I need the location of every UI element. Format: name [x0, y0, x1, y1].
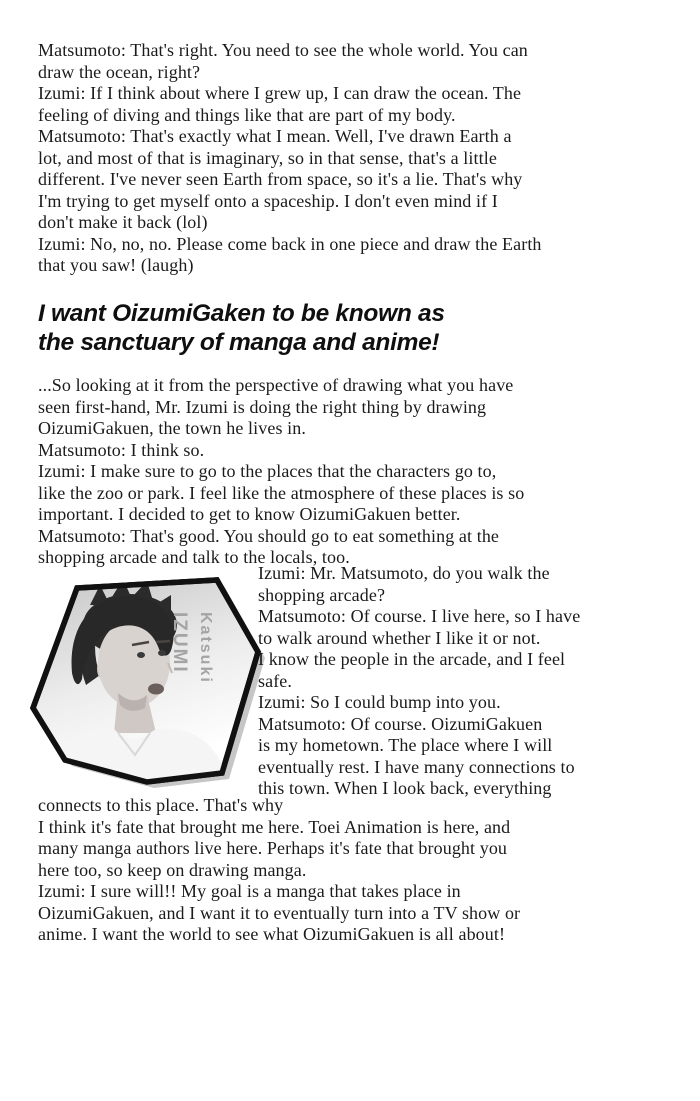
text-line: connects to this place. That's why [38, 795, 284, 815]
dialogue-block-4 [38, 795, 520, 946]
text-line: Matsumoto: That's exactly what I mean. Well, I've drawn Earth a [38, 126, 512, 146]
portrait-photo [22, 563, 274, 803]
text-line: Izumi: So I could bump into you. [258, 692, 501, 712]
text-line: safe. [258, 670, 292, 691]
text-line: important. I decided to get to know OizumiGakuen better. [38, 504, 461, 524]
text-line: Matsumoto: That's good. You should go to eat something at the [38, 525, 500, 546]
text-line: Izumi: I make sure to go to the places that the characters go to, [38, 461, 497, 481]
text-line: lot, and most of that is imaginary, so in that sense, that's a little [38, 147, 497, 168]
text-line: OizumiGakuen, and I want it to eventually turn into a TV show or [38, 902, 521, 923]
text-line: shopping arcade? [258, 584, 386, 605]
text-line: ...So looking at it from the perspective of drawing what you have [38, 375, 514, 395]
text-line: I think it's fate that brought me here. Toei Animation is here, and [38, 816, 511, 837]
text-line: Matsumoto: Of course. I live here, so I have [258, 606, 581, 626]
text-line: Izumi: If I think about where I grew up, I can draw the ocean. The [38, 83, 522, 103]
text-line: draw the ocean, right? [38, 61, 201, 82]
text-line: many manga authors live here. Perhaps it's fate that brought you [38, 838, 508, 858]
text-line: Matsumoto: Of course. OizumiGakuen [258, 713, 543, 734]
text-line: I want OizumiGaken to be known as [38, 300, 445, 327]
text-line: Izumi: I sure will!! My goal is a manga that takes place in [38, 881, 461, 901]
section-heading [38, 299, 445, 357]
text-line: Izumi: Mr. Matsumoto, do you walk the [258, 563, 550, 583]
text-line: don't make it back (lol) [38, 212, 208, 232]
text-line: is my hometown. The place where I will [258, 735, 553, 755]
caption-first-name: Katsuki [197, 612, 214, 684]
photo-caption [166, 612, 217, 684]
dialogue-block-1 [38, 40, 542, 277]
text-line: eventually rest. I have many connections to [258, 756, 575, 777]
text-line: Matsumoto: That's right. You need to see the whole world. You can [38, 40, 528, 60]
text-line: I know the people in the arcade, and I feel [258, 649, 566, 669]
text-line: I'm trying to get myself onto a spaceship. I don't even mind if I [38, 190, 498, 211]
text-line: OizumiGakuen, the town he lives in. [38, 418, 306, 438]
text-line: anime. I want the world to see what OizumiGakuen is all about! [38, 924, 506, 944]
text-line: Izumi: No, no, no. Please come back in one piece and draw the Earth [38, 233, 542, 254]
text-line: here too, so keep on drawing manga. [38, 859, 307, 880]
text-line: different. I've never seen Earth from space, so it's a lie. That's why [38, 169, 523, 189]
text-line: shopping arcade and talk to the locals, too. [38, 547, 350, 567]
caption-last-name: IZUMI [169, 612, 190, 674]
text-line: Matsumoto: I think so. [38, 439, 205, 460]
text-line: like the zoo or park. I feel like the atmosphere of these places is so [38, 482, 525, 503]
text-line: this town. When I look back, everything [258, 778, 552, 798]
dialogue-block-3 [258, 563, 580, 800]
text-line: the sanctuary of manga and anime! [38, 329, 440, 356]
text-line: seen first-hand, Mr. Izumi is doing the right thing by drawing [38, 396, 487, 417]
dialogue-block-2 [38, 375, 524, 569]
text-line: feeling of diving and things like that are part of my body. [38, 104, 456, 125]
text-line: that you saw! (laugh) [38, 255, 194, 275]
text-line: to walk around whether I like it or not. [258, 627, 541, 648]
